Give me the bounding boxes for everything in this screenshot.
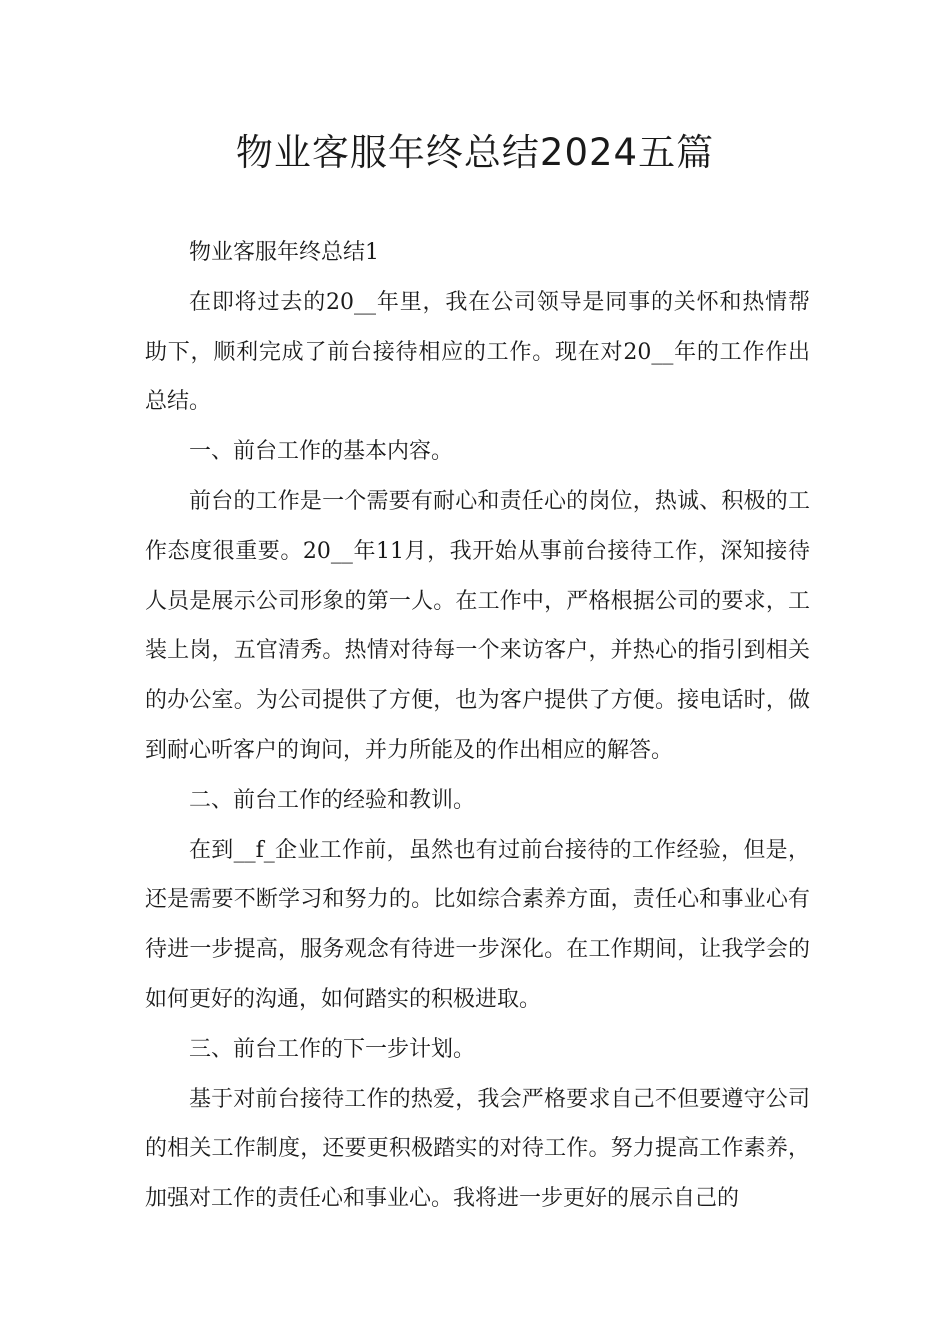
section-heading: 物业客服年终总结1 (189, 240, 379, 265)
section-heading: 二、前台工作的经验和教训。 (189, 787, 476, 813)
paragraph: 在到__f_企业工作前，虽然也有过前台接待的工作经验，但是，还是需要不断学习和努力的。比如综合素养方面，责任心和事业心有待进一步提高，服务观念有待进一步深化。在工作期间，让我学会的如何更好的沟通，如何踏实的积极进取。 (145, 837, 810, 1012)
document-title: 物业客服年终总结2024五篇 (235, 131, 715, 174)
document-body (145, 228, 810, 1224)
section-heading: 三、前台工作的下一步计划。 (189, 1036, 476, 1062)
paragraph: 基于对前台接待工作的热爱，我会严格要求自己不但要遵守公司的相关工作制度，还要更积极踏实的对待工作。努力提高工作素养，加强对工作的责任心和事业心。我将进一步更好的展示自己的 (145, 1086, 810, 1212)
section-heading: 一、前台工作的基本内容。 (189, 439, 454, 465)
paragraph: 在即将过去的20__年里，我在公司领导是同事的关怀和热情帮助下，顺利完成了前台接待相应的工作。现在对20__年的工作作出总结。 (145, 289, 810, 415)
paragraph: 前台的工作是一个需要有耐心和责任心的岗位，热诚、积极的工作态度很重要。20__年11月，我开始从事前台接待工作，深知接待人员是展示公司形象的第一人。在工作中，严格根据公司的要求，工装上岗，五官清秀。热情对待每一个来访客户，并热心的指引到相关的办公室。为公司提供了方便，也为客户提供了方便。接电话时，做到耐心听客户的询问，并力所能及的作出相应的解答。 (145, 488, 810, 763)
